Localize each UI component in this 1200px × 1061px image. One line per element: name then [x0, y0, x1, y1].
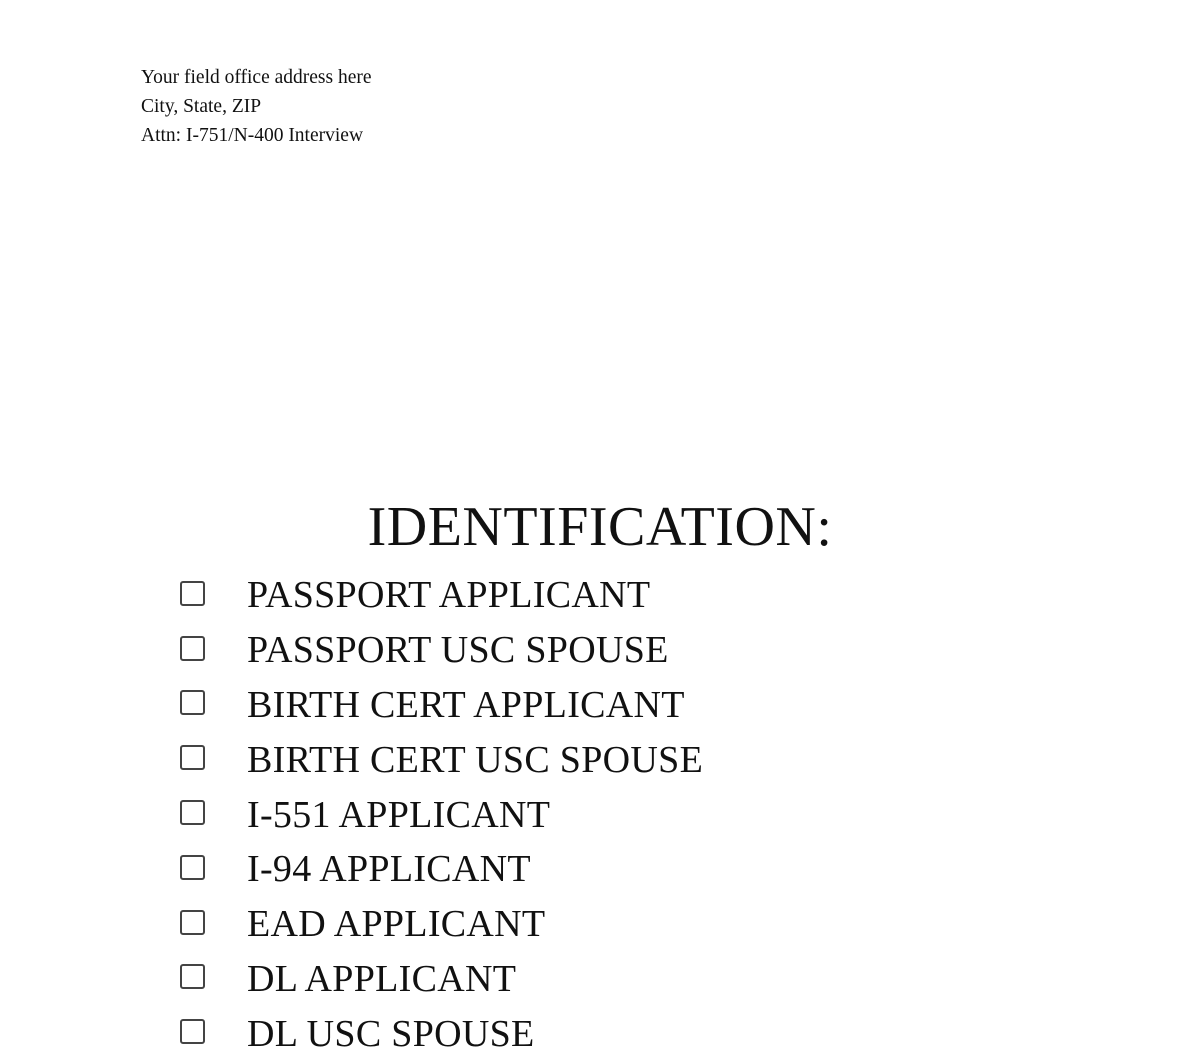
address-line-attention: Attn: I-751/N-400 Interview	[141, 125, 364, 146]
address-line-city: City, State, ZIP	[141, 96, 262, 117]
checklist-item-label: BIRTH CERT USC SPOUSE	[247, 738, 704, 781]
checkbox[interactable]	[180, 581, 205, 606]
checklist-item-ead-applicant[interactable]	[180, 897, 703, 952]
checklist-item-label: PASSPORT USC SPOUSE	[247, 629, 669, 672]
checkbox[interactable]	[180, 910, 205, 935]
checklist-item-passport-usc-spouse[interactable]	[180, 623, 703, 678]
checkbox[interactable]	[180, 855, 205, 880]
address-block	[141, 63, 372, 150]
checklist-item-label: PASSPORT APPLICANT	[247, 574, 651, 617]
identification-checklist	[180, 568, 703, 1061]
checklist-item-dl-applicant[interactable]	[180, 952, 703, 1007]
checklist-item-label: BIRTH CERT APPLICANT	[247, 683, 685, 726]
checklist-item-label: EAD APPLICANT	[247, 903, 546, 946]
checkbox[interactable]	[180, 745, 205, 770]
address-line-street: Your field office address here	[141, 67, 372, 88]
checklist-item-i94-applicant[interactable]	[180, 842, 703, 897]
checklist-item-birth-cert-usc-spouse[interactable]	[180, 732, 703, 787]
checklist-item-passport-applicant[interactable]	[180, 568, 703, 623]
checklist-item-i551-applicant[interactable]	[180, 787, 703, 842]
checkbox[interactable]	[180, 690, 205, 715]
checkbox[interactable]	[180, 636, 205, 661]
checklist-item-label: DL USC SPOUSE	[247, 1012, 535, 1055]
checklist-item-label: DL APPLICANT	[247, 957, 517, 1000]
checkbox[interactable]	[180, 964, 205, 989]
checklist-item-label: I-551 APPLICANT	[247, 793, 551, 836]
checkbox[interactable]	[180, 800, 205, 825]
checkbox[interactable]	[180, 1019, 205, 1044]
checklist-item-label: I-94 APPLICANT	[247, 848, 531, 891]
checklist-item-birth-cert-applicant[interactable]	[180, 678, 703, 733]
section-title: IDENTIFICATION:	[367, 496, 833, 558]
checklist-item-dl-usc-spouse[interactable]	[180, 1006, 703, 1061]
